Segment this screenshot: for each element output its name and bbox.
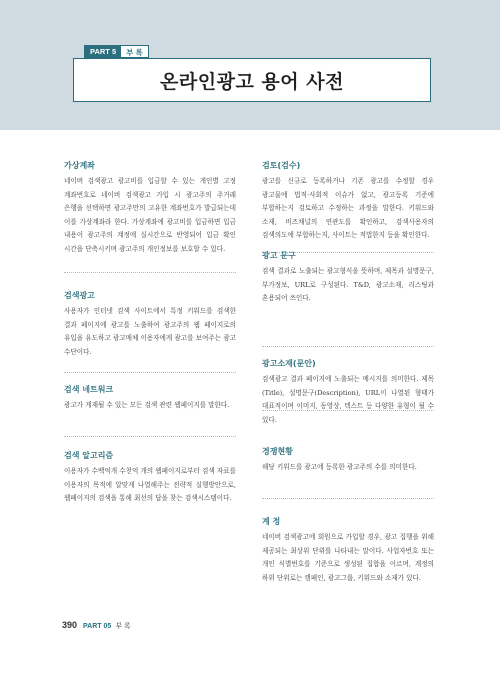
divider [262, 346, 434, 347]
entry-definition: 검색광고 결과 페이지에 노출되는 메시지를 의미한다. 제목(Title), 설명문구(Description), URL이 나열된 형태가 대표적이며 이미지, 동영상, 텍스트 등 다양한 유형이 될 수 있다. [262, 375, 434, 424]
divider [64, 372, 236, 373]
part-label: PART 5 [84, 45, 121, 58]
entry-term: 검색 알고리즘 [64, 451, 114, 460]
glossary-entry [262, 250, 434, 306]
entry-term: 광고소재(문안) [262, 359, 316, 368]
entry-term: 광고 문구 [262, 251, 296, 260]
glossary-entry [262, 160, 434, 243]
entry-definition: 네이버 검색광고 광고비를 입금할 수 있는 개인별 고정 계좌번호로 네이버 검색광고 가입 시 광고주의 주거래 은행을 선택하면 광고주만의 고유한 계좌번호가 발급되는데 이를 가상계좌라 한다. 가상계좌에 광고비를 입금하면 입금 내용이 광고주의 계정에 실시간으로 반영되어 입금 확인 시간을 단축시키며 광고주의 개인정보를 보호할 수 있다. [64, 177, 236, 253]
page-footer [62, 620, 131, 631]
footer-part: PART 05 [83, 623, 112, 630]
entry-definition: 사용자가 인터넷 검색 사이트에서 특정 키워드를 검색한 결과 페이지에 광고를 노출하여 광고주의 웹 페이지로의 유입을 유도하고 광고매체 이용자에게 광고를 보여주는 광고 수단이다. [64, 307, 236, 356]
divider [262, 410, 434, 411]
glossary-entry [262, 358, 434, 427]
entry-term: 계 정 [262, 517, 281, 526]
page-number: 390 [62, 620, 78, 630]
divider [64, 436, 236, 437]
entry-definition: 네이버 검색광고에 회원으로 가입할 경우, 광고 집행을 위해 제공되는 최상위 단위를 나타내는 말이다. 사업자번호 또는 개인 식별번호를 기준으로 생성된 집합을 이르며, 계정의 하위 단위로는 캠페인, 광고그룹, 키워드와 소재가 있다. [262, 533, 434, 582]
glossary-entry [64, 384, 236, 413]
divider [262, 498, 434, 499]
entry-term: 가상계좌 [64, 161, 95, 170]
entry-term: 경쟁현황 [262, 447, 293, 456]
entry-term: 검색광고 [64, 291, 95, 300]
glossary-entry [64, 160, 236, 257]
footer-section: 부 록 [115, 623, 131, 630]
entry-definition: 검색 결과로 노출되는 광고형식을 뜻하며, 제목과 설명문구, 부가정보, URL로 구성된다. T&D, 광고소재, 리스팅과 혼용되어 쓰인다. [262, 267, 434, 303]
part-tag [84, 45, 149, 58]
entry-definition: 광고를 신규로 등록하거나 기존 광고를 수정할 경우 광고물에 법적·사회적 이슈가 없고, 광고등록 기준에 부합하는지 검토하고 수정하는 과정을 말한다. 키워드와 소재, 비즈채널의 연관도를 확인하고, 검색사용자의 검색의도에 부합하는지, 사이트는 적법한지 등을 확인한다. [262, 177, 434, 240]
glossary-entry [64, 290, 236, 359]
entry-definition: 해당 키워드를 광고에 등록한 광고주의 수를 의미한다. [262, 463, 417, 471]
entry-definition: 이용자가 수백억개 수천억 개의 웹페이지로부터 검색 자료를 이용자의 목적에 알맞게 나열해주는 전략적 실행방안으로, 웹페이지의 검색을 통해 최선의 답을 찾는 검색시스템이다. [64, 467, 236, 503]
entry-definition: 광고가 게재될 수 있는 모든 검색 관련 웹페이지를 말한다. [64, 401, 230, 409]
glossary-entry [262, 446, 434, 475]
entry-term: 검색 네트워크 [64, 385, 114, 394]
glossary-entry [262, 516, 434, 585]
divider [64, 272, 236, 273]
section-label: 부 록 [121, 45, 149, 58]
glossary-entry [64, 450, 236, 506]
page-title: 온라인광고 용어 사전 [160, 70, 344, 93]
entry-term: 검토(검수) [262, 161, 301, 170]
